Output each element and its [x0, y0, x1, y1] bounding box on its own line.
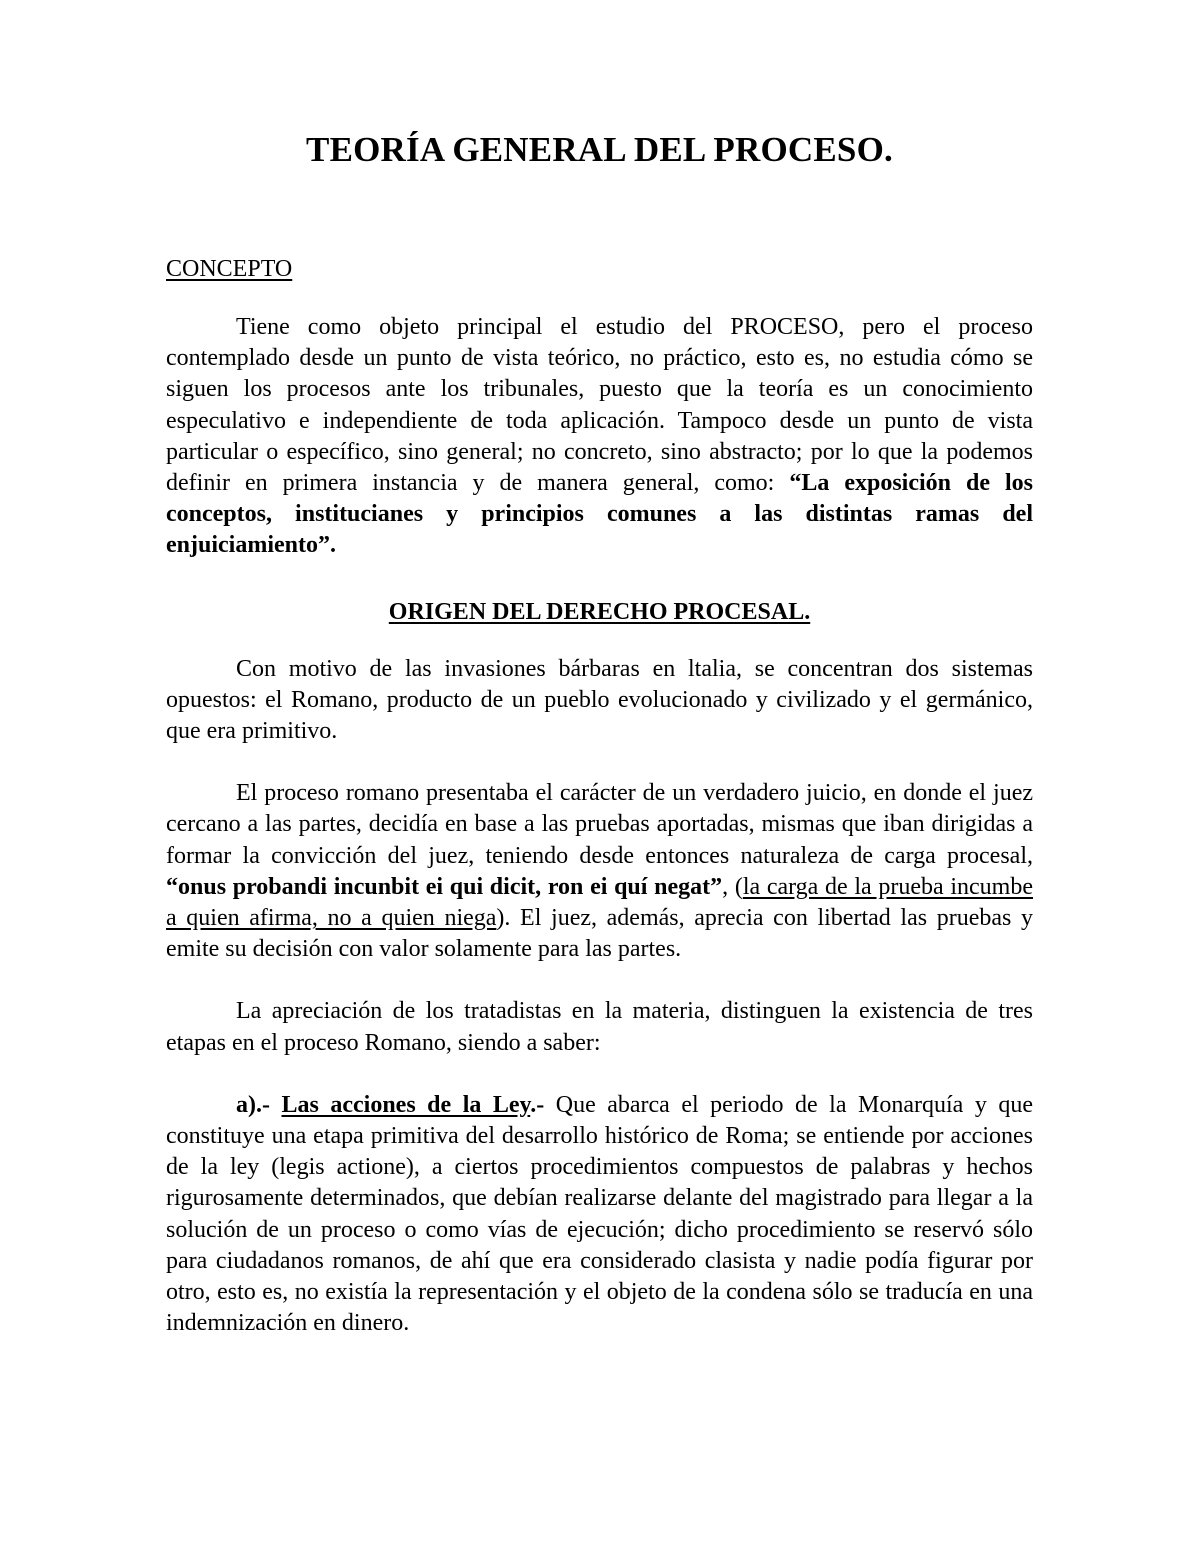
paragraph-invasiones: Con motivo de las invasiones bárbaras en ltalia, se concentran dos sistemas opuestos: el Romano, producto de un pueblo evolucionado y civilizado y el germánico, que era primitivo. [166, 655, 1033, 745]
paragraph-proceso-romano-continuation: ). El juez, además, aprecia con libertad las pruebas y emite su decisión con valor solamente para las partes. [166, 905, 1034, 963]
term-acciones-ley: Las acciones de la Ley [281, 1091, 531, 1118]
paragraph-acciones-ley-text: Que abarca el periodo de la Monarquía y que constituye una etapa primitiva del desarrollo histórico de Roma; se entiende por acciones de la ley (legis actione), a ciertos procedimientos compuestos de palabras y hechos rigurosamente determinados, que debían realizarse delante del magistrado para llegar a la solución de un proceso o como vías de ejecución; dicho procedimiento se reservó sólo para ciudadanos romanos, de ahí que era considerado clasista y nadie podía figurar por otro, esto es, no existía la representación y el objeto de la condena sólo se traducía en una indemnización en dinero. [166, 1091, 1033, 1337]
latin-maxim: “onus probandi incunbit ei qui dicit, ron ei quí negat” [166, 873, 723, 900]
list-marker: a).- [236, 1091, 270, 1118]
definition-quote: “La exposición de los conceptos, institucianes y principios comunes a las distintas ramas del enjuiciamiento”. [166, 470, 1033, 559]
maxim-separator: , ( [722, 873, 743, 900]
term-suffix: .- [530, 1091, 545, 1118]
paragraph-tres-etapas: La apreciación de los tratadistas en la materia, distinguen la existencia de tres etapas en el proceso Romano, siendo a saber: [166, 998, 1033, 1056]
section-label-concepto: CONCEPTO [166, 256, 293, 282]
paragraph-acciones-ley [166, 1090, 1033, 1340]
section-heading-origen: ORIGEN DEL DERECHO PROCESAL. [388, 598, 811, 625]
paragraph-concepto [166, 312, 1033, 562]
maxim-translation: la carga de la prueba incumbe a quien afirma, no a quien niega [166, 873, 1033, 932]
paragraph-proceso-romano [166, 778, 1033, 965]
paragraph-concepto-text: Tiene como objeto principal el estudio del PROCESO, pero el proceso contemplado desde un punto de vista teórico, no práctico, esto es, no estudia cómo se siguen los procesos ante los tribunales, puesto que la teoría es un conocimiento especulativo e independiente de toda aplicación. Tampoco desde un punto de vista particular o específico, sino general; no concreto, sino abstracto; por lo que la podemos definir en primera instancia y de manera general, como: [166, 314, 1033, 497]
paragraph-proceso-romano-text: El proceso romano presentaba el carácter de un verdadero juicio, en donde el juez cercano a las partes, decidía en base a las pruebas aportadas, mismas que iban dirigidas a formar la convicción del juez, teniendo desde entonces naturaleza de carga procesal, [166, 780, 1033, 869]
document-title: TEORÍA GENERAL DEL PROCESO. [306, 130, 893, 169]
document-page [166, 130, 1033, 1339]
